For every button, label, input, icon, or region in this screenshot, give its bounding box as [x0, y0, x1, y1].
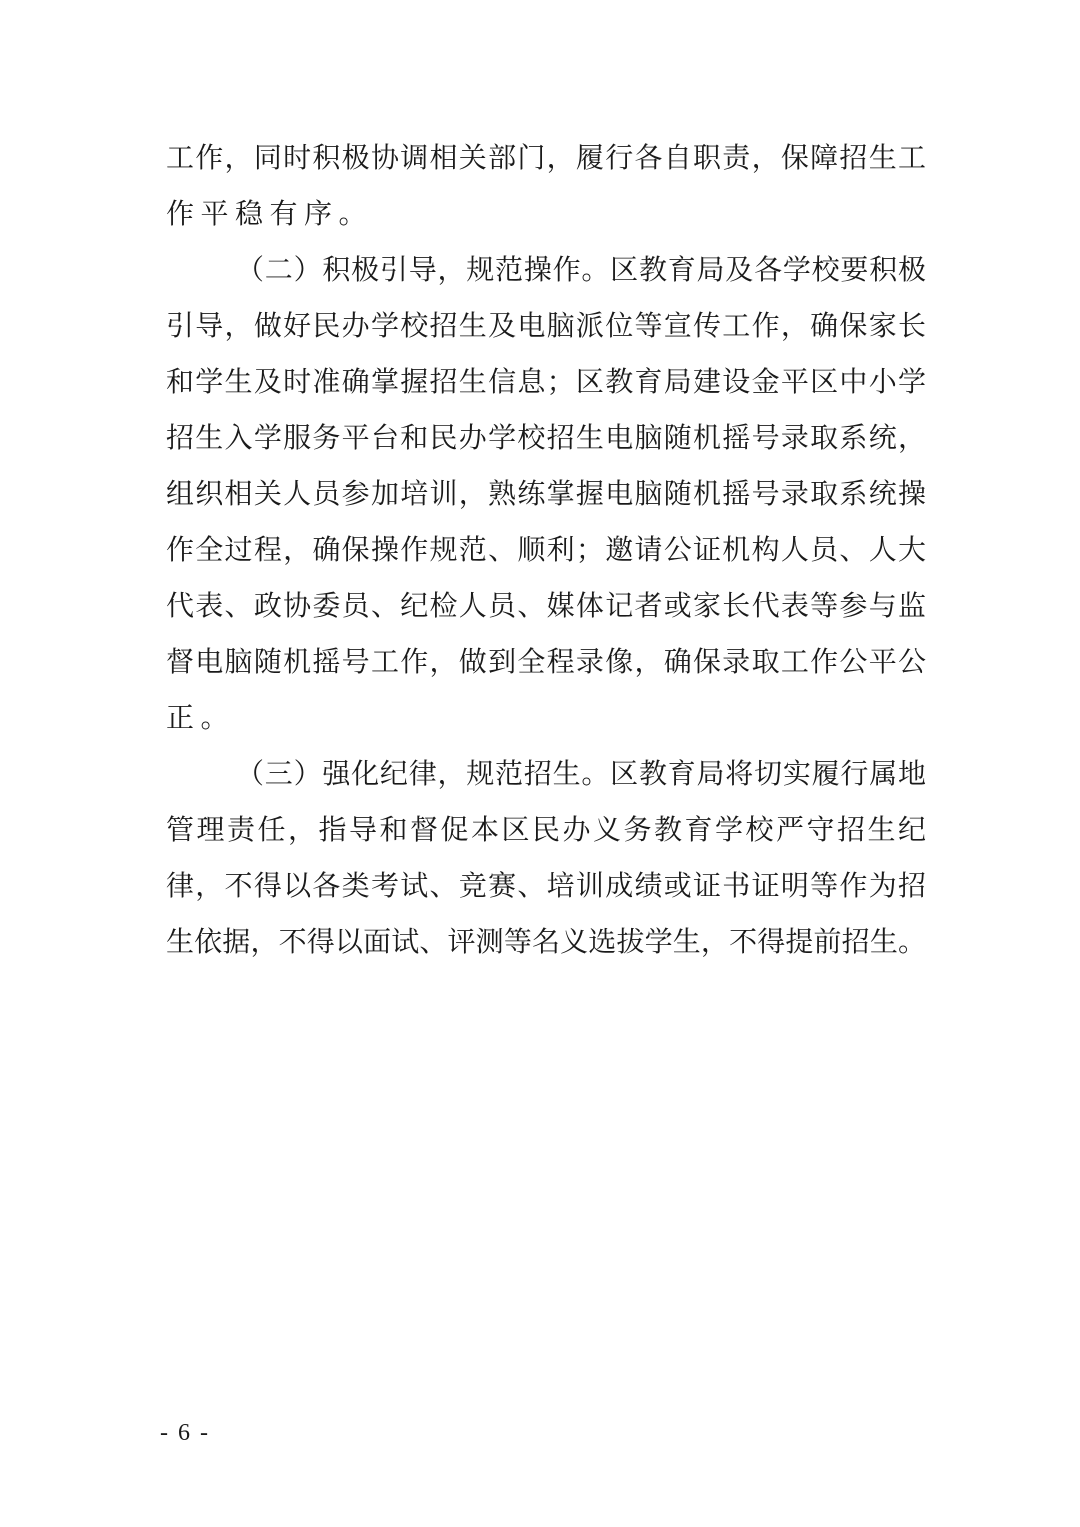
text-line: 正。 [166, 701, 236, 734]
text-line: 招生入学服务平台和民办学校招生电脑随机摇号录取系统， [166, 421, 926, 454]
text-line: 代表、政协委员、纪检人员、媒体记者或家长代表等参与监 [166, 589, 926, 622]
text-line: 组织相关人员参加培训，熟练掌握电脑随机摇号录取系统操 [166, 477, 926, 510]
text-line: 引导，做好民办学校招生及电脑派位等宣传工作，确保家长 [166, 309, 926, 342]
text-line: （三）强化纪律，规范招生。区教育局将切实履行属地 [236, 757, 926, 790]
text-line: 生依据，不得以面试、评测等名义选拔学生，不得提前招生。 [166, 925, 926, 958]
text-line: 作全过程，确保操作规范、顺利；邀请公证机构人员、人大 [166, 533, 926, 566]
text-line: 和学生及时准确掌握招生信息；区教育局建设金平区中小学 [166, 365, 926, 398]
text-line: 律，不得以各类考试、竞赛、培训成绩或证书证明等作为招 [166, 869, 926, 902]
text-line: 工作，同时积极协调相关部门，履行各自职责，保障招生工 [166, 141, 926, 174]
text-line: （二）积极引导，规范操作。区教育局及各学校要积极 [236, 253, 926, 286]
text-line: 管理责任，指导和督促本区民办义务教育学校严守招生纪 [166, 813, 926, 846]
text-line: 作平稳有序。 [166, 197, 374, 230]
page-number: - 6 - [160, 1420, 210, 1446]
body-text [166, 130, 926, 970]
text-line: 督电脑随机摇号工作，做到全程录像，确保录取工作公平公 [166, 645, 926, 678]
